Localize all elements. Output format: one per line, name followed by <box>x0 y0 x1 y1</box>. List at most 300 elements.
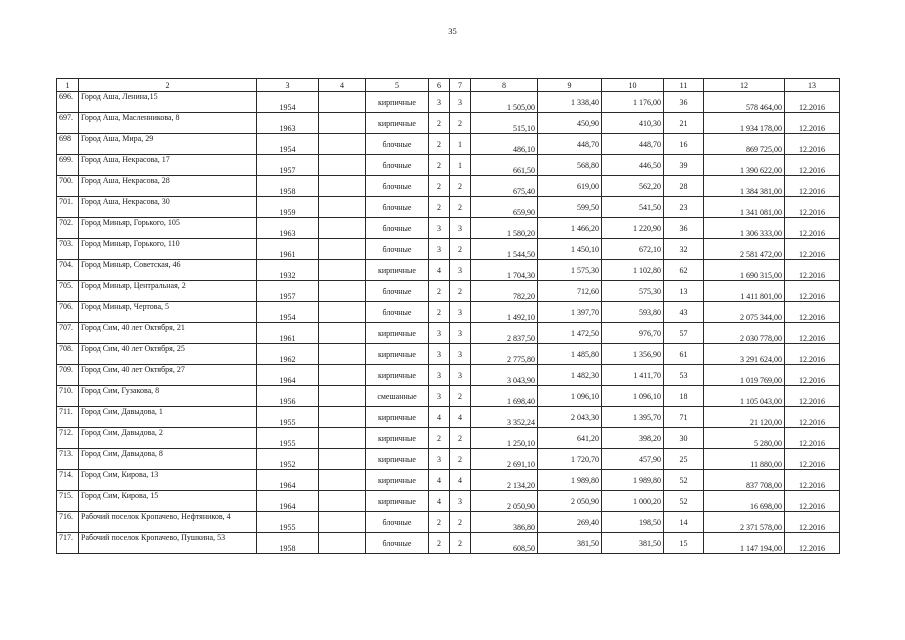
residential-area-cell: 1 411,70 <box>602 365 664 386</box>
total-area-cell: 386,80 <box>471 512 538 533</box>
table-row <box>57 113 840 134</box>
cost-cell: 5 280,00 <box>704 428 785 449</box>
floors-cell: 3 <box>429 449 450 470</box>
year-built-cell: 1959 <box>257 197 319 218</box>
column-header-9: 9 <box>538 79 602 92</box>
column-header-11: 11 <box>664 79 704 92</box>
floors-cell: 2 <box>429 302 450 323</box>
deadline-cell: 12.2016 <box>785 260 840 281</box>
year-built-cell: 1952 <box>257 449 319 470</box>
residents-cell: 32 <box>664 239 704 260</box>
table-row <box>57 428 840 449</box>
total-area-cell: 2 837,50 <box>471 323 538 344</box>
deadline-cell: 12.2016 <box>785 302 840 323</box>
residents-cell: 30 <box>664 428 704 449</box>
entrances-cell: 3 <box>450 365 471 386</box>
year-built-cell: 1962 <box>257 344 319 365</box>
table-row <box>57 260 840 281</box>
address-cell: Город Сим, Давыдова, 2 <box>79 428 257 449</box>
cost-cell: 2 371 578,00 <box>704 512 785 533</box>
deadline-cell: 12.2016 <box>785 113 840 134</box>
row-number-cell: 702. <box>57 218 79 239</box>
deadline-cell: 12.2016 <box>785 344 840 365</box>
residential-area-cell: 457,90 <box>602 449 664 470</box>
address-cell: Город Миньяр, Чертова, 5 <box>79 302 257 323</box>
living-area-cell: 1 096,10 <box>538 386 602 407</box>
col-4-cell <box>319 302 366 323</box>
total-area-cell: 782,20 <box>471 281 538 302</box>
address-cell: Город Сим, Давыдова, 1 <box>79 407 257 428</box>
wall-material-cell: кирпичные <box>366 365 429 386</box>
table-row <box>57 302 840 323</box>
floors-cell: 4 <box>429 470 450 491</box>
cost-cell: 869 725,00 <box>704 134 785 155</box>
entrances-cell: 1 <box>450 155 471 176</box>
wall-material-cell: кирпичные <box>366 470 429 491</box>
cost-cell: 837 708,00 <box>704 470 785 491</box>
table-row <box>57 344 840 365</box>
table-row <box>57 239 840 260</box>
cost-cell: 2 030 778,00 <box>704 323 785 344</box>
residents-cell: 43 <box>664 302 704 323</box>
cost-cell: 1 411 801,00 <box>704 281 785 302</box>
year-built-cell: 1964 <box>257 470 319 491</box>
wall-material-cell: блочные <box>366 155 429 176</box>
cost-cell: 578 464,00 <box>704 92 785 113</box>
residential-area-cell: 1 220,90 <box>602 218 664 239</box>
column-header-13: 13 <box>785 79 840 92</box>
column-header-4: 4 <box>319 79 366 92</box>
wall-material-cell: кирпичные <box>366 113 429 134</box>
residential-area-cell: 541,50 <box>602 197 664 218</box>
table-row <box>57 92 840 113</box>
cost-cell: 2 581 472,00 <box>704 239 785 260</box>
col-4-cell <box>319 533 366 554</box>
table-row <box>57 176 840 197</box>
entrances-cell: 4 <box>450 470 471 491</box>
residents-cell: 21 <box>664 113 704 134</box>
col-4-cell <box>319 365 366 386</box>
total-area-cell: 1 505,00 <box>471 92 538 113</box>
year-built-cell: 1964 <box>257 365 319 386</box>
floors-cell: 2 <box>429 533 450 554</box>
entrances-cell: 3 <box>450 491 471 512</box>
year-built-cell: 1957 <box>257 155 319 176</box>
table-body <box>57 92 840 554</box>
wall-material-cell: блочные <box>366 281 429 302</box>
wall-material-cell: кирпичные <box>366 449 429 470</box>
deadline-cell: 12.2016 <box>785 239 840 260</box>
wall-material-cell: кирпичные <box>366 344 429 365</box>
cost-cell: 1 390 622,00 <box>704 155 785 176</box>
row-number-cell: 703. <box>57 239 79 260</box>
row-number-cell: 710. <box>57 386 79 407</box>
wall-material-cell: кирпичные <box>366 92 429 113</box>
col-4-cell <box>319 407 366 428</box>
col-4-cell <box>319 491 366 512</box>
floors-cell: 2 <box>429 197 450 218</box>
living-area-cell: 1 338,40 <box>538 92 602 113</box>
wall-material-cell: смешанные <box>366 386 429 407</box>
deadline-cell: 12.2016 <box>785 92 840 113</box>
living-area-cell: 568,80 <box>538 155 602 176</box>
row-number-cell: 705. <box>57 281 79 302</box>
living-area-cell: 1 450,10 <box>538 239 602 260</box>
row-number-cell: 717. <box>57 533 79 554</box>
col-4-cell <box>319 323 366 344</box>
residents-cell: 25 <box>664 449 704 470</box>
total-area-cell: 515,10 <box>471 113 538 134</box>
row-number-cell: 709. <box>57 365 79 386</box>
floors-cell: 3 <box>429 365 450 386</box>
col-4-cell <box>319 113 366 134</box>
wall-material-cell: кирпичные <box>366 491 429 512</box>
address-cell: Город Аша, Ленина,15 <box>79 92 257 113</box>
wall-material-cell: блочные <box>366 533 429 554</box>
deadline-cell: 12.2016 <box>785 449 840 470</box>
living-area-cell: 1 989,80 <box>538 470 602 491</box>
total-area-cell: 2 691,10 <box>471 449 538 470</box>
year-built-cell: 1932 <box>257 260 319 281</box>
wall-material-cell: блочные <box>366 176 429 197</box>
floors-cell: 2 <box>429 176 450 197</box>
residential-area-cell: 562,20 <box>602 176 664 197</box>
total-area-cell: 2 134,20 <box>471 470 538 491</box>
cost-cell: 1 019 769,00 <box>704 365 785 386</box>
year-built-cell: 1961 <box>257 323 319 344</box>
living-area-cell: 1 472,50 <box>538 323 602 344</box>
year-built-cell: 1957 <box>257 281 319 302</box>
col-4-cell <box>319 449 366 470</box>
year-built-cell: 1958 <box>257 533 319 554</box>
column-header-10: 10 <box>602 79 664 92</box>
total-area-cell: 1 580,20 <box>471 218 538 239</box>
deadline-cell: 12.2016 <box>785 218 840 239</box>
floors-cell: 3 <box>429 386 450 407</box>
total-area-cell: 1 544,50 <box>471 239 538 260</box>
living-area-cell: 2 043,30 <box>538 407 602 428</box>
entrances-cell: 2 <box>450 239 471 260</box>
entrances-cell: 2 <box>450 386 471 407</box>
col-4-cell <box>319 260 366 281</box>
address-cell: Город Миньяр, Горького, 105 <box>79 218 257 239</box>
table-row <box>57 386 840 407</box>
year-built-cell: 1958 <box>257 176 319 197</box>
row-number-cell: 707. <box>57 323 79 344</box>
total-area-cell: 608,50 <box>471 533 538 554</box>
living-area-cell: 1 720,70 <box>538 449 602 470</box>
address-cell: Город Миньяр, Горького, 110 <box>79 239 257 260</box>
deadline-cell: 12.2016 <box>785 365 840 386</box>
deadline-cell: 12.2016 <box>785 155 840 176</box>
col-4-cell <box>319 344 366 365</box>
residential-area-cell: 448,70 <box>602 134 664 155</box>
column-header-8: 8 <box>471 79 538 92</box>
housing-register-table <box>56 78 840 554</box>
wall-material-cell: блочные <box>366 134 429 155</box>
address-cell: Город Сим, Гузакова, 8 <box>79 386 257 407</box>
year-built-cell: 1955 <box>257 407 319 428</box>
cost-cell: 2 075 344,00 <box>704 302 785 323</box>
column-header-3: 3 <box>257 79 319 92</box>
floors-cell: 3 <box>429 92 450 113</box>
floors-cell: 4 <box>429 407 450 428</box>
entrances-cell: 2 <box>450 113 471 134</box>
row-number-cell: 712. <box>57 428 79 449</box>
address-cell: Город Аша, Масленникова, 8 <box>79 113 257 134</box>
cost-cell: 3 291 624,00 <box>704 344 785 365</box>
residents-cell: 52 <box>664 470 704 491</box>
residents-cell: 36 <box>664 92 704 113</box>
row-number-cell: 708. <box>57 344 79 365</box>
year-built-cell: 1954 <box>257 134 319 155</box>
wall-material-cell: кирпичные <box>366 260 429 281</box>
table-row <box>57 197 840 218</box>
residential-area-cell: 976,70 <box>602 323 664 344</box>
residential-area-cell: 1 096,10 <box>602 386 664 407</box>
year-built-cell: 1956 <box>257 386 319 407</box>
living-area-cell: 1 575,30 <box>538 260 602 281</box>
row-number-cell: 711. <box>57 407 79 428</box>
residents-cell: 14 <box>664 512 704 533</box>
residents-cell: 16 <box>664 134 704 155</box>
floors-cell: 3 <box>429 218 450 239</box>
entrances-cell: 3 <box>450 260 471 281</box>
residential-area-cell: 198,50 <box>602 512 664 533</box>
table-row <box>57 323 840 344</box>
row-number-cell: 716. <box>57 512 79 533</box>
floors-cell: 2 <box>429 134 450 155</box>
residential-area-cell: 446,50 <box>602 155 664 176</box>
total-area-cell: 3 043,90 <box>471 365 538 386</box>
col-4-cell <box>319 176 366 197</box>
address-cell: Рабочий поселок Кропачево, Пушкина, 53 <box>79 533 257 554</box>
address-cell: Город Сим, Кирова, 13 <box>79 470 257 491</box>
living-area-cell: 448,70 <box>538 134 602 155</box>
row-number-cell: 713. <box>57 449 79 470</box>
deadline-cell: 12.2016 <box>785 512 840 533</box>
living-area-cell: 1 485,80 <box>538 344 602 365</box>
column-header-6: 6 <box>429 79 450 92</box>
page-number: 35 <box>448 26 457 36</box>
residential-area-cell: 1 000,20 <box>602 491 664 512</box>
column-number-header <box>57 79 840 92</box>
residential-area-cell: 398,20 <box>602 428 664 449</box>
floors-cell: 2 <box>429 113 450 134</box>
address-cell: Город Сим, 40 лет Октября, 27 <box>79 365 257 386</box>
cost-cell: 16 698,00 <box>704 491 785 512</box>
living-area-cell: 599,50 <box>538 197 602 218</box>
row-number-cell: 706. <box>57 302 79 323</box>
entrances-cell: 3 <box>450 344 471 365</box>
residents-cell: 53 <box>664 365 704 386</box>
deadline-cell: 12.2016 <box>785 533 840 554</box>
col-4-cell <box>319 155 366 176</box>
deadline-cell: 12.2016 <box>785 323 840 344</box>
cost-cell: 1 384 381,00 <box>704 176 785 197</box>
table-row <box>57 533 840 554</box>
cost-cell: 21 120,00 <box>704 407 785 428</box>
residents-cell: 71 <box>664 407 704 428</box>
total-area-cell: 2 050,90 <box>471 491 538 512</box>
col-4-cell <box>319 197 366 218</box>
living-area-cell: 450,90 <box>538 113 602 134</box>
residential-area-cell: 1 356,90 <box>602 344 664 365</box>
column-header-5: 5 <box>366 79 429 92</box>
row-number-cell: 701. <box>57 197 79 218</box>
floors-cell: 4 <box>429 491 450 512</box>
deadline-cell: 12.2016 <box>785 428 840 449</box>
wall-material-cell: блочные <box>366 302 429 323</box>
total-area-cell: 675,40 <box>471 176 538 197</box>
living-area-cell: 641,20 <box>538 428 602 449</box>
col-4-cell <box>319 281 366 302</box>
row-number-cell: 698 <box>57 134 79 155</box>
deadline-cell: 12.2016 <box>785 176 840 197</box>
residents-cell: 18 <box>664 386 704 407</box>
entrances-cell: 2 <box>450 281 471 302</box>
residents-cell: 23 <box>664 197 704 218</box>
living-area-cell: 1 397,70 <box>538 302 602 323</box>
table-row <box>57 407 840 428</box>
address-cell: Город Миньяр, Центральная, 2 <box>79 281 257 302</box>
year-built-cell: 1954 <box>257 92 319 113</box>
floors-cell: 4 <box>429 260 450 281</box>
deadline-cell: 12.2016 <box>785 197 840 218</box>
cost-cell: 1 690 315,00 <box>704 260 785 281</box>
residential-area-cell: 1 102,80 <box>602 260 664 281</box>
row-number-cell: 715. <box>57 491 79 512</box>
column-header-12: 12 <box>704 79 785 92</box>
total-area-cell: 1 698,40 <box>471 386 538 407</box>
col-4-cell <box>319 92 366 113</box>
col-4-cell <box>319 134 366 155</box>
column-header-1: 1 <box>57 79 79 92</box>
total-area-cell: 2 775,80 <box>471 344 538 365</box>
total-area-cell: 659,90 <box>471 197 538 218</box>
year-built-cell: 1963 <box>257 218 319 239</box>
year-built-cell: 1954 <box>257 302 319 323</box>
wall-material-cell: кирпичные <box>366 407 429 428</box>
cost-cell: 1 147 194,00 <box>704 533 785 554</box>
wall-material-cell: блочные <box>366 218 429 239</box>
total-area-cell: 661,50 <box>471 155 538 176</box>
col-4-cell <box>319 218 366 239</box>
residents-cell: 28 <box>664 176 704 197</box>
total-area-cell: 1 704,30 <box>471 260 538 281</box>
residential-area-cell: 1 176,00 <box>602 92 664 113</box>
address-cell: Рабочий поселок Кропачево, Нефтяников, 4 <box>79 512 257 533</box>
residential-area-cell: 1 989,80 <box>602 470 664 491</box>
entrances-cell: 2 <box>450 533 471 554</box>
year-built-cell: 1963 <box>257 113 319 134</box>
residential-area-cell: 593,80 <box>602 302 664 323</box>
table-row <box>57 218 840 239</box>
wall-material-cell: блочные <box>366 512 429 533</box>
floors-cell: 2 <box>429 512 450 533</box>
residents-cell: 36 <box>664 218 704 239</box>
residential-area-cell: 1 395,70 <box>602 407 664 428</box>
living-area-cell: 381,50 <box>538 533 602 554</box>
floors-cell: 3 <box>429 239 450 260</box>
entrances-cell: 3 <box>450 92 471 113</box>
residential-area-cell: 410,30 <box>602 113 664 134</box>
address-cell: Город Сим, Давыдова, 8 <box>79 449 257 470</box>
row-number-cell: 696. <box>57 92 79 113</box>
entrances-cell: 2 <box>450 512 471 533</box>
address-cell: Город Сим, Кирова, 15 <box>79 491 257 512</box>
cost-cell: 1 934 178,00 <box>704 113 785 134</box>
residents-cell: 13 <box>664 281 704 302</box>
wall-material-cell: кирпичные <box>366 428 429 449</box>
living-area-cell: 712,60 <box>538 281 602 302</box>
address-cell: Город Миньяр, Советская, 46 <box>79 260 257 281</box>
residents-cell: 57 <box>664 323 704 344</box>
row-number-cell: 700. <box>57 176 79 197</box>
floors-cell: 2 <box>429 155 450 176</box>
table-row <box>57 365 840 386</box>
col-4-cell <box>319 512 366 533</box>
year-built-cell: 1955 <box>257 428 319 449</box>
column-header-7: 7 <box>450 79 471 92</box>
residents-cell: 62 <box>664 260 704 281</box>
address-cell: Город Аша, Некрасова, 17 <box>79 155 257 176</box>
row-number-cell: 699. <box>57 155 79 176</box>
entrances-cell: 2 <box>450 176 471 197</box>
deadline-cell: 12.2016 <box>785 407 840 428</box>
residential-area-cell: 381,50 <box>602 533 664 554</box>
total-area-cell: 1 492,10 <box>471 302 538 323</box>
entrances-cell: 1 <box>450 134 471 155</box>
wall-material-cell: блочные <box>366 197 429 218</box>
table-row <box>57 281 840 302</box>
residential-area-cell: 672,10 <box>602 239 664 260</box>
col-4-cell <box>319 386 366 407</box>
entrances-cell: 4 <box>450 407 471 428</box>
entrances-cell: 2 <box>450 197 471 218</box>
table-row <box>57 134 840 155</box>
total-area-cell: 1 250,10 <box>471 428 538 449</box>
entrances-cell: 3 <box>450 323 471 344</box>
wall-material-cell: блочные <box>366 239 429 260</box>
living-area-cell: 1 482,30 <box>538 365 602 386</box>
residents-cell: 61 <box>664 344 704 365</box>
year-built-cell: 1955 <box>257 512 319 533</box>
address-cell: Город Сим, 40 лет Октября, 21 <box>79 323 257 344</box>
residents-cell: 39 <box>664 155 704 176</box>
floors-cell: 3 <box>429 323 450 344</box>
cost-cell: 1 341 081,00 <box>704 197 785 218</box>
living-area-cell: 2 050,90 <box>538 491 602 512</box>
residential-area-cell: 575,30 <box>602 281 664 302</box>
address-cell: Город Сим, 40 лет Октября, 25 <box>79 344 257 365</box>
table-row <box>57 155 840 176</box>
address-cell: Город Аша, Некрасова, 30 <box>79 197 257 218</box>
total-area-cell: 486,10 <box>471 134 538 155</box>
residents-cell: 15 <box>664 533 704 554</box>
living-area-cell: 1 466,20 <box>538 218 602 239</box>
floors-cell: 3 <box>429 344 450 365</box>
table-row <box>57 491 840 512</box>
deadline-cell: 12.2016 <box>785 281 840 302</box>
row-number-cell: 704. <box>57 260 79 281</box>
column-header-2: 2 <box>79 79 257 92</box>
cost-cell: 11 880,00 <box>704 449 785 470</box>
deadline-cell: 12.2016 <box>785 491 840 512</box>
wall-material-cell: кирпичные <box>366 323 429 344</box>
col-4-cell <box>319 428 366 449</box>
address-cell: Город Аша, Некрасова, 28 <box>79 176 257 197</box>
